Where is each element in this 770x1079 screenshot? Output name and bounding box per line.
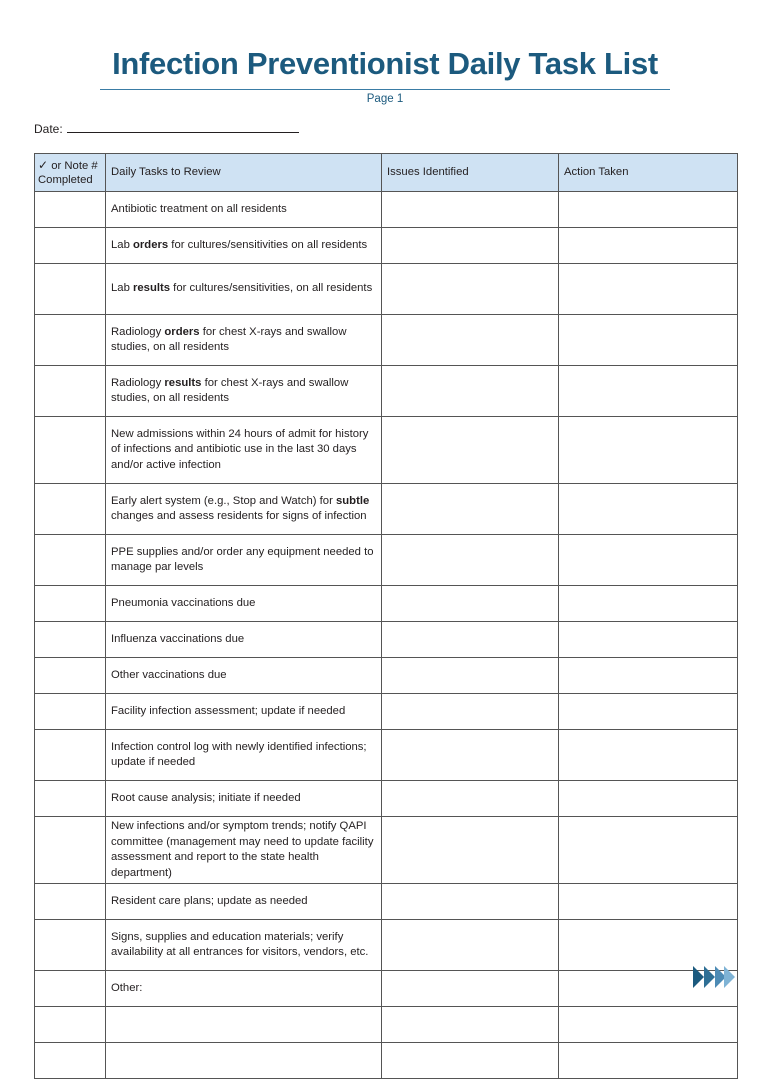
completed-cell[interactable] [35, 366, 106, 417]
task-emphasis: orders [133, 238, 169, 251]
task-text-tail: for chest X-rays and swallow studies, on all residents [111, 325, 347, 353]
page-title: Infection Preventionist Daily Task List [112, 46, 658, 81]
issues-cell[interactable] [382, 1043, 559, 1079]
table-row [35, 264, 738, 315]
task-text: New admissions within 24 hours of admit for history of infections and antibiotic use in the last 30 days and/or active infection [111, 427, 369, 471]
completed-cell[interactable] [35, 315, 106, 366]
task-emphasis: results [133, 282, 171, 295]
task-cell [106, 920, 382, 971]
completed-cell[interactable] [35, 971, 106, 1007]
action-cell[interactable] [559, 228, 738, 264]
table-row [35, 694, 738, 730]
task-cell [106, 622, 382, 658]
task-cell [106, 781, 382, 817]
issues-cell[interactable] [382, 417, 559, 484]
task-text: Other: [111, 981, 143, 994]
task-cell [106, 1007, 382, 1043]
action-cell[interactable] [559, 264, 738, 315]
task-cell [106, 315, 382, 366]
task-cell [106, 971, 382, 1007]
task-text: Resident care plans; update as needed [111, 894, 308, 907]
task-emphasis: subtle [335, 494, 370, 507]
action-cell[interactable] [559, 586, 738, 622]
task-text-tail: changes and assess residents for signs of infection [111, 510, 367, 522]
task-cell [106, 192, 382, 228]
completed-cell[interactable] [35, 228, 106, 264]
table-row [35, 1043, 738, 1079]
issues-cell[interactable] [382, 817, 559, 884]
task-cell [106, 817, 382, 884]
issues-cell[interactable] [382, 228, 559, 264]
table-row [35, 535, 738, 586]
completed-cell[interactable] [35, 920, 106, 971]
completed-cell[interactable] [35, 586, 106, 622]
completed-cell[interactable] [35, 1007, 106, 1043]
task-cell [106, 484, 382, 535]
completed-cell[interactable] [35, 417, 106, 484]
task-table [34, 153, 738, 1079]
issues-cell[interactable] [382, 315, 559, 366]
table-row [35, 228, 738, 264]
issues-cell[interactable] [382, 1007, 559, 1043]
table-header-row [35, 154, 738, 192]
task-text: Lab [111, 238, 133, 251]
table-row [35, 622, 738, 658]
issues-cell[interactable] [382, 484, 559, 535]
completed-cell[interactable] [35, 192, 106, 228]
task-cell [106, 228, 382, 264]
task-text-tail: for cultures/sensitivities, on all residents [170, 282, 373, 295]
table-row [35, 586, 738, 622]
table-row [35, 817, 738, 884]
table-row [35, 658, 738, 694]
issues-cell[interactable] [382, 264, 559, 315]
table-row [35, 366, 738, 417]
issues-cell[interactable] [382, 192, 559, 228]
table-row [35, 920, 738, 971]
action-cell[interactable] [559, 1007, 738, 1043]
issues-cell[interactable] [382, 622, 559, 658]
issues-cell[interactable] [382, 694, 559, 730]
task-emphasis: results [164, 376, 202, 389]
task-cell [106, 535, 382, 586]
completed-cell[interactable] [35, 484, 106, 535]
date-field[interactable] [34, 121, 299, 136]
task-cell [106, 884, 382, 920]
table-row [35, 1007, 738, 1043]
header-tasks: Daily Tasks to Review [106, 154, 382, 192]
task-cell [106, 417, 382, 484]
action-cell[interactable] [559, 535, 738, 586]
header-completed-line2: Completed [38, 174, 93, 186]
task-text: New infections and/or symptom trends; notify QAPI committee (management may need to update facility assessment and report to the state health department) [111, 820, 374, 879]
task-cell [106, 366, 382, 417]
issues-cell[interactable] [382, 586, 559, 622]
task-text: Radiology [111, 376, 165, 389]
completed-cell[interactable] [35, 817, 106, 884]
action-cell[interactable] [559, 1043, 738, 1079]
task-text: Influenza vaccinations due [111, 632, 245, 645]
checkmark-icon: ✓ [38, 158, 49, 172]
issues-cell[interactable] [382, 920, 559, 971]
action-cell[interactable] [559, 622, 738, 658]
issues-cell[interactable] [382, 884, 559, 920]
table-row [35, 484, 738, 535]
issues-cell[interactable] [382, 535, 559, 586]
task-text: Other vaccinations due [111, 668, 227, 681]
task-text: Antibiotic treatment on all residents [111, 202, 287, 215]
task-text: Facility infection assessment; update if needed [111, 704, 346, 717]
completed-cell[interactable] [35, 658, 106, 694]
action-cell[interactable] [559, 484, 738, 535]
issues-cell[interactable] [382, 971, 559, 1007]
task-text: Infection control log with newly identified infections; update if needed [111, 740, 367, 768]
forward-arrows-icon [693, 963, 737, 991]
header-completed [35, 154, 106, 192]
task-text-tail: for chest X-rays and swallow studies, on all residents [111, 376, 349, 404]
task-text: Signs, supplies and education materials; verify availability at all entrances for visitors, vendors, etc. [111, 930, 369, 958]
action-cell[interactable] [559, 694, 738, 730]
completed-cell[interactable] [35, 694, 106, 730]
task-cell [106, 694, 382, 730]
table-row [35, 315, 738, 366]
table-row [35, 884, 738, 920]
title-divider [100, 89, 670, 90]
date-blank-line[interactable] [67, 121, 299, 133]
task-cell [106, 1043, 382, 1079]
task-text: Radiology [111, 325, 165, 338]
issues-cell[interactable] [382, 781, 559, 817]
action-cell[interactable] [559, 192, 738, 228]
completed-cell[interactable] [35, 730, 106, 781]
header-completed-line1: or Note # [51, 160, 98, 172]
action-cell[interactable] [559, 817, 738, 884]
task-text: Root cause analysis; initiate if needed [111, 791, 301, 804]
completed-cell[interactable] [35, 264, 106, 315]
table-row [35, 417, 738, 484]
table-row [35, 971, 738, 1007]
completed-cell[interactable] [35, 1043, 106, 1079]
page-number: Page 1 [366, 93, 404, 105]
table-row [35, 781, 738, 817]
action-cell[interactable] [559, 366, 738, 417]
task-cell [106, 658, 382, 694]
completed-cell[interactable] [35, 622, 106, 658]
completed-cell[interactable] [35, 781, 106, 817]
header-issues: Issues Identified [382, 154, 559, 192]
action-cell[interactable] [559, 730, 738, 781]
task-cell [106, 586, 382, 622]
action-cell[interactable] [559, 315, 738, 366]
action-cell[interactable] [559, 417, 738, 484]
table-row [35, 730, 738, 781]
task-text: Lab [111, 282, 133, 295]
task-text: PPE supplies and/or order any equipment needed to manage par levels [111, 545, 374, 573]
issues-cell[interactable] [382, 658, 559, 694]
task-cell [106, 730, 382, 781]
task-emphasis: orders [164, 325, 200, 338]
action-cell[interactable] [559, 781, 738, 817]
task-text-tail: for cultures/sensitivities on all residents [168, 238, 368, 251]
task-cell [106, 264, 382, 315]
issues-cell[interactable] [382, 366, 559, 417]
table-row [35, 192, 738, 228]
completed-cell[interactable] [35, 535, 106, 586]
task-text: Early alert system (e.g., Stop and Watch) for [111, 494, 336, 507]
issues-cell[interactable] [382, 730, 559, 781]
header-actions: Action Taken [559, 154, 738, 192]
completed-cell[interactable] [35, 884, 106, 920]
date-label: Date: [34, 122, 63, 136]
task-text: Pneumonia vaccinations due [111, 596, 256, 609]
action-cell[interactable] [559, 884, 738, 920]
action-cell[interactable] [559, 658, 738, 694]
